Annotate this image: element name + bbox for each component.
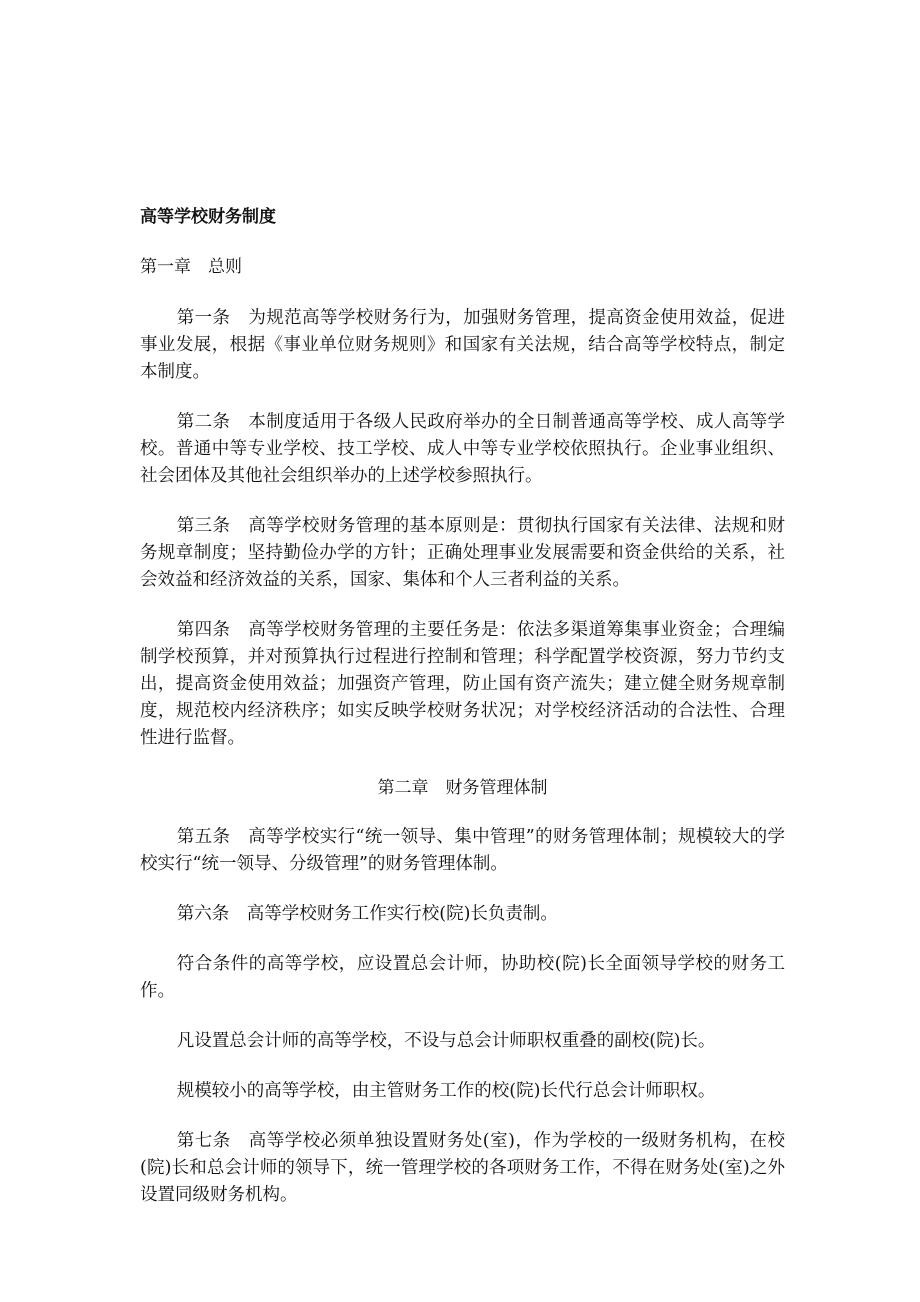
article-5: 第五条 高等学校实行“统一领导、集中管理”的财务管理体制；规模较大的学校实行“统一领导、分级管理”的财务管理体制。	[140, 827, 785, 874]
article-6: 第六条 高等学校财务工作实行校(院)长负责制。	[176, 904, 558, 924]
article-2: 第二条 本制度适用于各级人民政府举办的全日制普通高等学校、成人高等学校。普通中等专业学校、技工学校、成人中等专业学校依照执行。企业事业组织、社会团体及其他社会组织举办的上述学校参照执行。	[140, 412, 785, 486]
article-7: 第七条 高等学校必须单独设置财务处(室)，作为学校的一级财务机构，在校(院)长和总会计师的领导下，统一管理学校的各项财务工作，不得在财务处(室)之外设置同级财务机构。	[140, 1131, 785, 1205]
document-title: 高等学校财务制度	[140, 207, 276, 227]
article-4: 第四条 高等学校财务管理的主要任务是：依法多渠道筹集事业资金；合理编制学校预算，并对预算执行过程进行控制和管理；科学配置学校资源，努力节约支出，提高资金使用效益；加强资产管理，防止国有资产流失；建立健全财务规章制度，规范校内经济秩序；如实反映学校财务状况；对学校经济活动的合法性、合理性进行监督。	[140, 620, 785, 748]
article-6-paragraph-2: 符合条件的高等学校，应设置总会计师，协助校(院)长全面领导学校的财务工作。	[140, 954, 785, 1001]
article-6-paragraph-3: 凡设置总会计师的高等学校，不设与总会计师职权重叠的副校(院)长。	[176, 1031, 716, 1051]
article-1: 第一条 为规范高等学校财务行为，加强财务管理，提高资金使用效益，促进事业发展，根据《事业单位财务规则》和国家有关法规，结合高等学校特点，制定本制度。	[140, 308, 785, 382]
article-6-paragraph-4: 规模较小的高等学校，由主管财务工作的校(院)长代行总会计师职权。	[176, 1081, 716, 1101]
chapter-2-heading: 第二章 财务管理体制	[377, 778, 548, 798]
chapter-1-heading: 第一章 总则	[140, 257, 242, 277]
article-3: 第三条 高等学校财务管理的基本原则是：贯彻执行国家有关法律、法规和财务规章制度；坚持勤俭办学的方针；正确处理事业发展需要和资金供给的关系，社会效益和经济效益的关系，国家、集体和个人三者利益的关系。	[140, 516, 785, 590]
document-page	[140, 204, 785, 1232]
